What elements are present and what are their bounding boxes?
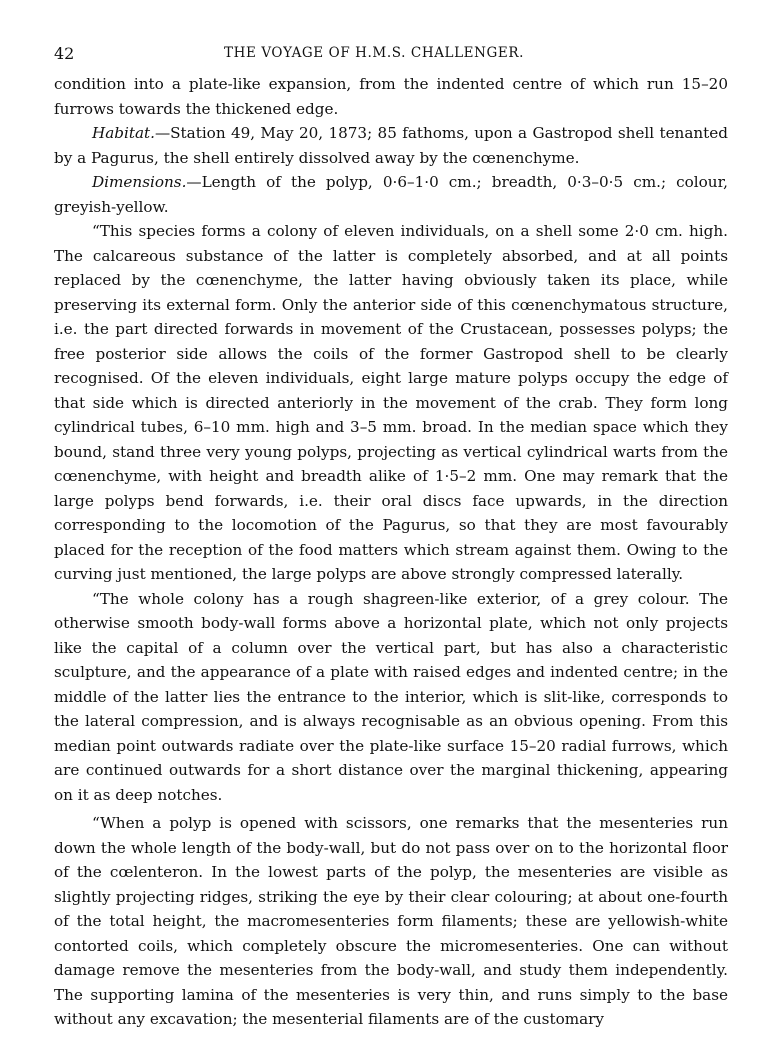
paragraph-text: —Station 49, May 20, 1873; 85 fathoms, upon a Gastropod shell tenanted by a Pagurus, the shell entirely dissolved away by the cœnenchyme. <box>54 124 728 167</box>
dimensions-label: Dimensions. <box>92 173 187 191</box>
paragraph-text: —Length of the polyp, 0·6–1·0 cm.; breadth, 0·3–0·5 cm.; colour, greyish-yellow. <box>54 173 728 216</box>
paragraph-text: condition into a plate-like expansion, from the indented centre of which run 15–20 furrows towards the thickened edge. <box>54 75 728 118</box>
paragraph-colony <box>54 219 728 587</box>
paragraph-habitat <box>54 121 728 170</box>
page-number: 42 <box>54 44 75 63</box>
page-header <box>54 44 728 72</box>
paragraph-dimensions <box>54 170 728 219</box>
document-page <box>54 44 728 1032</box>
paragraph-text: “When a polyp is opened with scissors, one remarks that the mesenteries run down the whole length of the body-wall, but do not pass over on to the horizontal floor of the cœlenteron. In the lowest parts of the polyp, the mesenteries are visible as slightly projecting ridges, striking the eye by their clear colouring; at about one-fourth of the total height, the macromesenteries form filaments; these are yellowish-white contorted coils, which completely obscure the micromesenteries. One can without damage remove the mesenteries from the body-wall, and study them independently. The supporting lamina of the mesenteries is very thin, and runs simply to the base without any excavation; the mesenterial filaments are of the customary <box>54 814 728 1028</box>
running-title: THE VOYAGE OF H.M.S. CHALLENGER. <box>224 45 525 61</box>
paragraph-mesenteries <box>54 811 728 1032</box>
paragraph-text: “The whole colony has a rough shagreen-like exterior, of a grey colour. The otherwise smooth body-wall forms above a horizontal plate, which not only projects like the capital of a column over the vertical part, but has also a characteristic sculpture, and the appearance of a plate with raised edges and indented centre; in the middle of the latter lies the entrance to the interior, which is slit-like, corresponds to the lateral compression, and is always recognisable as an obvious opening. From this median point outwards radiate over the plate-like surface 15–20 radial furrows, which are continued outwards for a short distance over the marginal thickening, appearing on it as deep notches. <box>54 589 728 804</box>
body-text <box>54 72 728 1032</box>
habitat-label: Habitat. <box>92 124 155 142</box>
paragraph-exterior <box>54 587 728 808</box>
paragraph-text: “This species forms a colony of eleven individuals, on a shell some 2·0 cm. high. The calcareous substance of the latter is completely absorbed, and at all points replaced by the cœnenchyme, the latter having obviously taken its place, while preserving its external form. Only the anterior side of this cœnenchymatous structure, i.e. the part directed forwards in movement of the Crustacean, possesses polyps; the free posterior side allows the coils of the former Gastropod shell to be clearly recognised. Of the eleven individuals, eight large mature polyps occupy the edge of that side which is directed anteriorly in the movement of the crab. They form long cylindrical tubes, 6–10 mm. high and 3–5 mm. broad. In the median space which they bound, stand three very young polyps, projecting as vertical cylindrical warts from the cœnenchyme, with height and breadth alike of 1·5–2 mm. One may remark that the large polyps bend forwards, i.e. their oral discs face upwards, in the direction corresponding to the locomotion of the Pagurus, so that they are most favourably placed for the reception of the food matters which stream against them. Owing to the curving just mentioned, the large polyps are above strongly compressed laterally. <box>54 222 728 583</box>
paragraph-continuation <box>54 72 728 121</box>
